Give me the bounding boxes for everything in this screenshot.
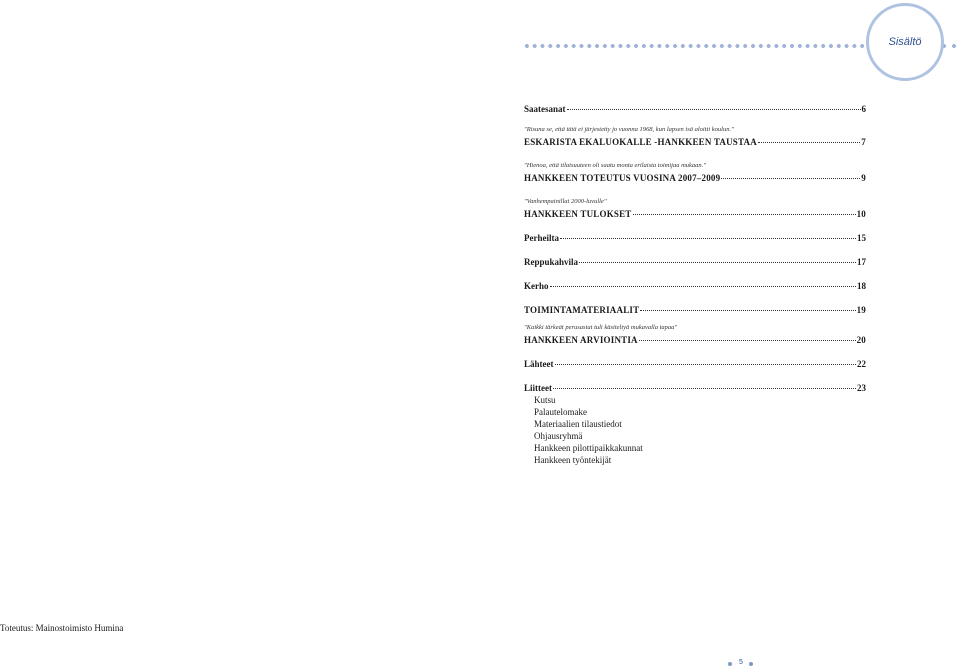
toc-page-number: 7	[861, 137, 866, 147]
toc-entry-title: Lähteet	[524, 359, 554, 369]
toc-entry-reppukahvila[interactable]	[524, 256, 866, 268]
toc-page-number: 18	[857, 281, 866, 291]
toc-entry-title: TOIMINTAMATERIAALIT	[524, 305, 640, 315]
dot-leader	[639, 340, 856, 341]
toc-quote: "Hienoa, että tilaisuuteen oli saatu monta erilaista toimijaa mukaan."	[524, 162, 707, 169]
toc-page-number: 15	[857, 233, 866, 243]
toc-sub-entry: Ohjausryhmä	[534, 431, 583, 441]
toc-sub-entry: Palautelomake	[534, 407, 587, 417]
toc-entry-perheilta[interactable]	[524, 232, 866, 244]
table-of-contents	[524, 103, 866, 466]
toc-page-number: 23	[857, 383, 866, 393]
toc-sub-entry: Hankkeen pilottipaikkakunnat	[534, 443, 643, 453]
toc-entry-taustaa[interactable]	[524, 136, 866, 148]
toc-entry-lahteet[interactable]	[524, 358, 866, 370]
toc-entry-kerho[interactable]	[524, 280, 866, 292]
toc-page-number: 10	[856, 209, 866, 219]
page-number: 5	[739, 659, 743, 666]
dot-leader	[550, 286, 857, 287]
dot-leader	[553, 388, 856, 389]
toc-quote: "Kaikki tärkeät perusasiat tuli käsiteltyä mukavalla tapaa"	[524, 324, 678, 331]
toc-entry-saatesanat[interactable]	[524, 103, 866, 115]
page-footer	[728, 659, 756, 669]
dot-leader	[721, 178, 860, 179]
dot-leader	[640, 310, 855, 311]
toc-entry-title: Perheilta	[524, 233, 559, 243]
toc-quote: "Vanhempainillat 2000-luvulle"	[524, 198, 607, 205]
toc-entry-toimintamateriaalit[interactable]	[524, 304, 866, 316]
toc-entry-liitteet[interactable]	[524, 382, 866, 394]
toc-entry-title: Liitteet	[524, 383, 552, 393]
toc-entry-title: Reppukahvila	[524, 257, 579, 267]
footer-dot	[728, 662, 732, 666]
toc-entry-title: HANKKEEN ARVIOINTIA	[524, 335, 638, 345]
section-badge	[866, 3, 944, 81]
toc-page-number: 20	[856, 335, 866, 345]
toc-entry-tulokset[interactable]	[524, 208, 866, 220]
dot-leader	[560, 238, 856, 239]
production-credit: Toteutus: Mainostoimisto Humina	[0, 623, 124, 633]
toc-entry-title: HANKKEEN TULOKSET	[524, 209, 632, 219]
decorative-dot-row	[523, 43, 865, 49]
toc-page-number: 19	[856, 305, 866, 315]
dot-leader	[758, 142, 860, 143]
dot-leader	[567, 109, 861, 110]
toc-quote: "Risuna se, että tätä ei järjestetty jo vuonna 1968, kun lapsen isä aloitti koulun."	[524, 126, 734, 133]
toc-page-number: 9	[861, 173, 866, 183]
dot-leader	[579, 262, 856, 263]
toc-sub-entry: Materiaalien tilaustiedot	[534, 419, 622, 429]
toc-entry-toteutus[interactable]	[524, 172, 866, 184]
toc-page-number: 22	[857, 359, 866, 369]
toc-entry-title: ESKARISTA EKALUOKALLE -HANKKEEN TAUSTAA	[524, 137, 757, 147]
toc-entry-title: Kerho	[524, 281, 549, 291]
toc-entry-arviointia[interactable]	[524, 334, 866, 346]
toc-sub-entry: Hankkeen työntekijät	[534, 455, 612, 465]
toc-sub-entry: Kutsu	[534, 395, 556, 405]
footer-dot	[749, 662, 753, 666]
section-title: Sisältö	[888, 36, 922, 48]
toc-entry-title: Saatesanat	[524, 104, 566, 114]
toc-page-number: 6	[861, 104, 866, 114]
dot-leader	[555, 364, 857, 365]
toc-entry-title: HANKKEEN TOTEUTUS VUOSINA 2007–2009	[524, 173, 721, 183]
toc-page-number: 17	[857, 257, 866, 267]
dot-leader	[633, 214, 856, 215]
